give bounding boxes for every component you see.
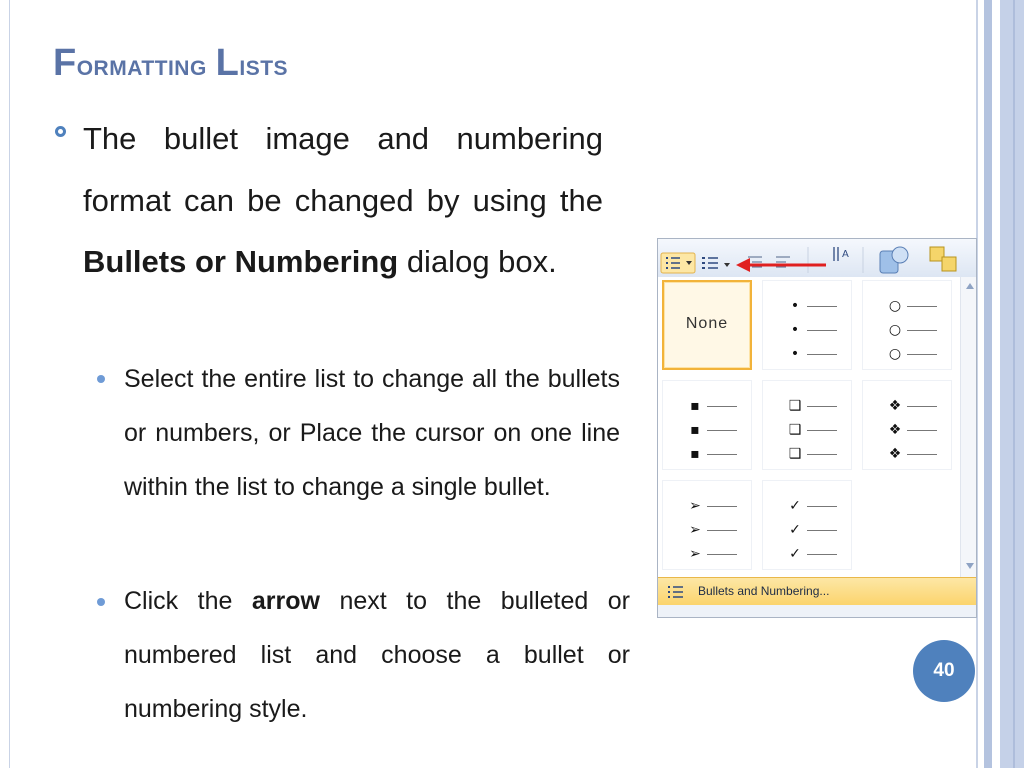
bullet-option-none[interactable]: [662, 280, 752, 370]
bullet-row: ○: [863, 343, 951, 365]
bullet-row: •: [763, 319, 851, 341]
right-rail: [1000, 0, 1024, 768]
bullet-row: ➢: [663, 495, 751, 517]
sub-bullet-dot-icon: [97, 375, 105, 383]
ribbon-toolbar: [658, 239, 977, 278]
bullet-row: ▪: [663, 419, 751, 441]
bullets-and-numbering-menu-item[interactable]: [658, 577, 977, 607]
left-border-line: [9, 0, 10, 768]
menu-item-label: Bullets and Numbering...: [698, 584, 830, 598]
bullet-row: ▪: [663, 395, 751, 417]
sub-bullet-text: Select the entire list to change all the bullets or numbers, or Place the cursor on one line within the list to change a single bullet.: [124, 365, 620, 501]
bullet-row: •: [763, 343, 851, 365]
right-rail: [1013, 0, 1015, 768]
sub-bullet-text: Click the arrow next to the bulleted or numbered list and choose a bullet or numbering style.: [124, 587, 631, 723]
none-label: None: [685, 315, 729, 332]
right-rail: [984, 0, 992, 768]
bullet-row: ✓: [763, 495, 851, 517]
bullet-option-hollow-square[interactable]: [762, 380, 852, 470]
bullet-row: ➢: [663, 519, 751, 541]
bullet-option-dot[interactable]: [762, 280, 852, 370]
bullet-option-checkmark[interactable]: [762, 480, 852, 570]
bullet-row: ❖: [863, 443, 951, 465]
bullet-row: ❑: [763, 419, 851, 441]
bullet-row: ❖: [863, 395, 951, 417]
bullet-row: •: [763, 295, 851, 317]
bullet-row: ❑: [763, 443, 851, 465]
bullet-row: ○: [863, 295, 951, 317]
ring-bullet-icon: [55, 126, 66, 137]
bullet-row: ▪: [663, 443, 751, 465]
page-number-badge: 40: [913, 640, 975, 702]
bullet-row: ○: [863, 319, 951, 341]
main-bullet-text: The bullet image and numbering format can be changed by using the Bullets or Numbering dialog box.: [83, 121, 603, 279]
bullet-row: ✓: [763, 519, 851, 541]
sub-bullet-dot-icon: [97, 598, 105, 606]
bullet-option-arrow[interactable]: [662, 480, 752, 570]
ribbon-icons: [658, 239, 977, 277]
bullet-row: ✓: [763, 543, 851, 565]
bullet-row: ❑: [763, 395, 851, 417]
bullet-gallery-screenshot: [657, 238, 977, 618]
gallery-scrollbar[interactable]: [960, 277, 977, 577]
svg-text:A: A: [842, 249, 849, 260]
bullet-style-grid: [658, 277, 960, 577]
bullet-row: ❖: [863, 419, 951, 441]
bullet-option-square[interactable]: [662, 380, 752, 470]
bullet-option-diamond[interactable]: [862, 380, 952, 470]
bullet-option-circle[interactable]: [862, 280, 952, 370]
bullet-list-icon: [666, 584, 686, 600]
bullet-row: ➢: [663, 543, 751, 565]
scroll-arrows-icon: [961, 277, 977, 577]
gallery-footer: [658, 605, 977, 618]
slide-title: Formatting Lists: [53, 42, 289, 84]
